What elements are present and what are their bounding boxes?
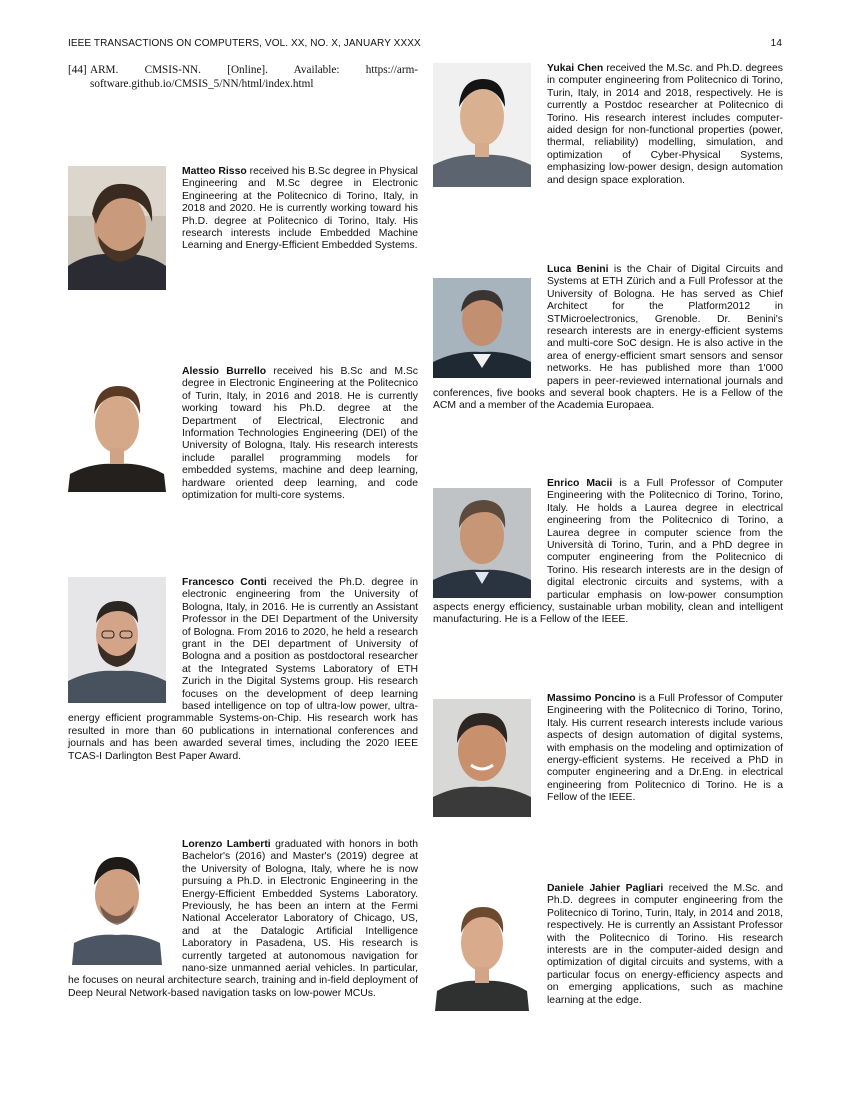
bio-massimo-poncino [433,693,783,821]
author-photo [68,839,166,965]
author-bio: is the Chair of Digital Circuits and Systems at ETH Zürich and a Full Professor at the University of Bologna. He has served as Chief Architect for the Platform2012 in STMicroelectronics, Grenoble. Dr. Benini's research interests are in energy-efficient systems and multi-core SoC design. He is also active in the area of energy-efficient smart sensors and sensor networks. He has published more than 1'000 papers in peer-reviewed international journals and conferences, five books and several book chapters. He is a Fellow of the ACM and a member of the Academia Europaea. [433,264,784,412]
author-photo [433,278,531,378]
author-photo [68,366,166,492]
author-bio: received the Ph.D. degree in electronic engineering from the University of Bologna, Italy, in 2016. He is currently an Assistant Professor in the DEI Department of the University of Bologna. From 2016 to 2020, he held a research grant in the DEI department of University of Bologna and a position as postdoctoral researcher at the Integrated Systems Laboratory of ETH Zurich in the Digital Systems group. His research focuses on the development of deep learning based intelligence on top of ultra-low power, ultra-energy efficient programmable Systems-on-Chip. His research work has resulted in more than 60 publications in international conferences and journals and has been awarded several times, including the 2020 IEEE TCAS-I Darlington Best Paper Award. [68,577,418,762]
bio-francesco-conti [68,577,418,763]
page-number: 14 [770,38,782,49]
bio-matteo-risso [68,166,418,294]
author-name: Matteo Risso [182,166,247,177]
author-photo [433,699,531,817]
author-name: Enrico Macii [547,478,613,489]
reference-entry [68,63,418,91]
author-name: Yukai Chen [547,63,604,74]
author-name: Massimo Poncino [547,693,636,704]
reference-number: [44] [68,64,87,76]
author-bio: received his B.Sc and M.Sc degree in Electronic Engineering at the Politecnico of Turin, Italy, in 2016 and 2018. He is currently working toward his Ph.D. degree at the Department of Electrical, Electronic and Information Technologies Engineering (DEI) of the University of Bologna, Italy. His research interests include parallel programming models for embedded systems, machine and deep learning, hardware oriented deep learning, and code optimization for multi-core systems. [182,366,418,502]
author-bio: received the M.Sc. and Ph.D. degrees in computer engineering from the Politecnico di Torino, Turin, Italy, in 2014 and 2018, respectively. He is currently an Assistant Professor with the Politecnico di Torino. His research interests are in the computer-aided design and optimization of digital circuits and systems, with a particular focus on energy-efficiency aspects and on emerging applications, such as machine learning at the edge. [547,883,783,1006]
author-name: Lorenzo Lamberti [182,839,271,850]
author-name: Francesco Conti [182,577,267,588]
journal-title: IEEE TRANSACTIONS ON COMPUTERS, VOL. XX, NO. X, JANUARY XXXX [68,38,421,49]
author-name: Daniele Jahier Pagliari [547,883,664,894]
bio-yukai-chen [433,63,783,191]
author-bio: is a Full Professor of Computer Engineering with the Politecnico di Torino, Torino, Italy. He holds a Laurea degree in electrical engineering from the Politecnico di Torino, a Laurea degree in computer science from the Università di Torino, Turin, and a PhD degree in computer engineering from the Politecnico di Torino. His research interests are in the design of digital electronic circuits and systems, with a particular emphasis on low-power consumption aspects energy efficiency, sustainable urban mobility, clean and intelligent manufacturing. He is a Fellow of the IEEE. [433,478,783,626]
reference-text: ARM. CMSIS-NN. [Online]. Available: https://arm-software.github.io/CMSIS_5/NN/html/index.html [90,64,418,90]
author-name: Luca Benini [547,264,609,275]
author-bio: received his B.Sc degree in Physical Engineering and M.Sc degree in Electronic Engineering at the Politecnico di Torino, Italy, in 2018 and 2020. He is currently working toward his Ph.D. degree at Politecnico di Torino, Italy. His research interests include Embedded Machine Learning and Energy-Efficient Embedded Systems. [182,166,418,252]
bio-enrico-macii [433,478,783,627]
author-photo [433,63,531,187]
author-name: Alessio Burrello [182,366,267,377]
bio-lorenzo-lamberti [68,839,418,1000]
author-photo [433,488,531,598]
author-photo [433,887,531,1011]
author-bio: received the M.Sc. and Ph.D. degrees in computer engineering from Politecnico di Torino, Turin, Italy, in 2014 and 2018, respectively. He is currently a Postdoc researcher at Politecnico di Torino. His research interest includes computer-aided design for non-functional properties (power, thermal, reliability) modelling, simulation, and optimization of Cyber-Physical Systems, emphasizing low-power design, design automation and design space exploration. [547,63,784,186]
author-photo [68,166,166,290]
author-bio: is a Full Professor of Computer Engineering with the Politecnico di Torino, Torino, Italy. His current research interests include various aspects of design automation of digital systems, with emphasis on the modeling and optimization of energy-efficient systems. He received a PhD in computer engineering and a Dr.Eng. in electrical engineering from Politecnico di Torino. He is a Fellow of the IEEE. [547,693,783,804]
bio-alessio-burrello [68,366,418,502]
bio-luca-benini [433,264,783,413]
author-bio: graduated with honors in both Bachelor's (2016) and Master's (2019) degree at the University of Bologna, Italy, where he is now pursuing a Ph.D. in Electronic Engineering in the Energy-Efficient Embedded Systems Laboratory. Previously, he has been an intern at the Fermi National Accelerator Laboratory of Chicago, US, and at the Datalogic Artificial Intelligence Laboratory in Pasadena, US. His research is currently targeted at autonomous navigation for nano-size unmanned aerial vehicles. In particular, he focuses on neural architecture search, training and in-field deployment of Deep Neural Network-based navigation tasks on low-power MCUs. [68,839,418,999]
author-photo [68,577,166,703]
bio-daniele-jahier-pagliari [433,883,783,1015]
running-header [68,38,782,52]
